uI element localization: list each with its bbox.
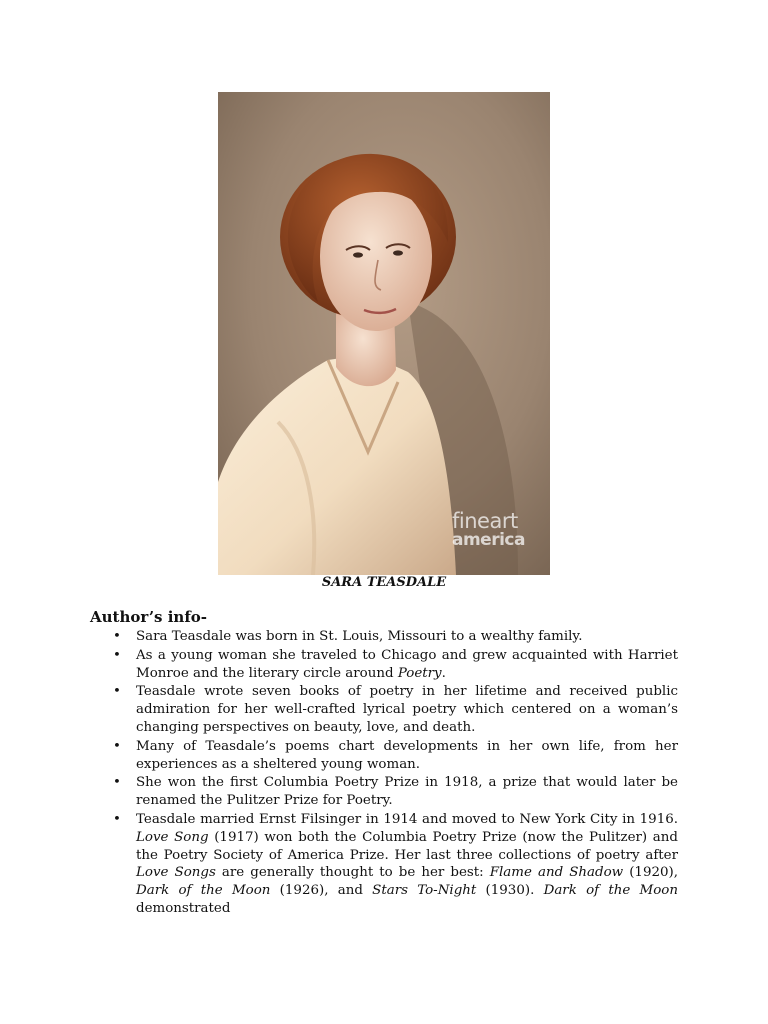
section-heading: Author’s info- [90,608,208,626]
list-item [90,811,678,918]
author-info-list [90,628,678,919]
watermark-line-1: fineart [452,509,518,533]
italic-title: Dark of the Moon [543,883,678,899]
list-item-text: . [441,665,446,681]
italic-title: Flame and Shadow [489,865,624,881]
bullet-icon: • [113,647,121,663]
bullet-icon: • [113,629,121,644]
italic-title: Love Song [136,829,209,845]
list-item [90,628,678,646]
italic-title: Stars To-Night [372,883,477,899]
list-item-text: demonstrated [136,900,231,916]
list-item-text: Teasdale wrote seven books of poetry in her lifetime and received public admiration for her well-crafted lyrical poetry which centered on a woman’s changing perspectives on beauty, love, and death. [136,684,678,735]
list-item [90,774,678,810]
portrait-caption: SARA TEASDALE [321,575,447,590]
bullet-icon: • [113,811,121,827]
watermark [452,509,542,550]
list-item-text: (1926), and [270,883,373,899]
list-item-text: She won the first Columbia Poetry Prize in 1918, a prize that would later be renamed the Pulitzer Prize for Poetry. [136,775,678,809]
italic-title: Love Songs [136,865,216,881]
list-item-text: are generally thought to be her best: [215,865,490,881]
list-item-text: Many of Teasdale’s poems chart developments in her own life, from her experiences as a sheltered young woman. [136,738,678,772]
bullet-icon: • [113,684,121,700]
watermark-line-2: america [452,530,525,550]
bullet-icon: • [113,738,121,754]
italic-title: Poetry [397,665,442,681]
list-item [90,647,678,683]
bullet-icon: • [113,775,121,791]
list-item [90,683,678,736]
list-item-text: Teasdale married Ernst Filsinger in 1914 and moved to New York City in 1916. [136,811,678,827]
list-item-text: (1920), [623,865,678,881]
list-item-text: (1930). [476,883,544,899]
list-item-text: Sara Teasdale was born in St. Louis, Missouri to a wealthy family. [136,629,583,644]
list-item-text: (1917) won both the Columbia Poetry Prize (now the Pulitzer) and the Poetry Society of America Prize. Her last three collections of poetry after [136,829,678,863]
author-portrait [218,92,550,575]
list-item [90,738,678,774]
italic-title: Dark of the Moon [136,883,271,899]
list-item-text: As a young woman she traveled to Chicago and grew acquainted with Harriet Monroe and the literary circle around [136,647,678,681]
